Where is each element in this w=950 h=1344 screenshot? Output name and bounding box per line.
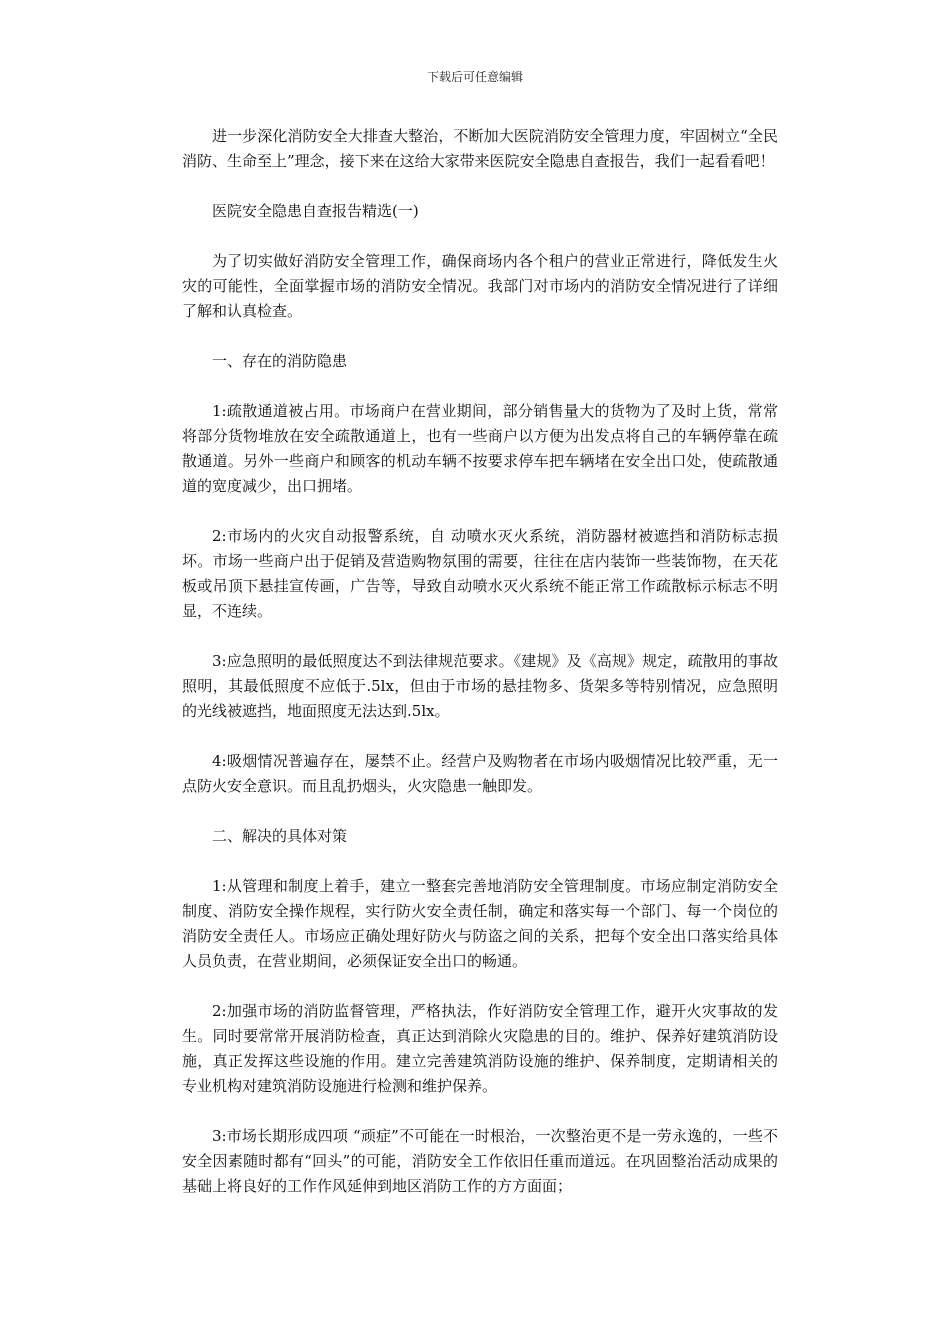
opening-paragraph: 为了切实做好消防安全管理工作，确保商场内各个租户的营业正常进行，降低发生火灾的可能性，全面掌握市场的消防安全情况。我部门对市场内的消防安全情况进行了详细了解和认真检查。 bbox=[182, 252, 778, 320]
part2-item-2: 2:加强市场的消防监督管理，严格执法，作好消防安全管理工作，避开火灾事故的发生。同时要常常开展消防检查，真正达到消除火灾隐患的目的。维护、保养好建筑消防设施，真正发挥这些设施的作用。建立完善建筑消防设施的维护、保养制度，定期请相关的专业机构对建筑消防设施进行检测和维护保养。 bbox=[182, 1002, 778, 1095]
part1-item-4: 4:吸烟情况普遍存在，屡禁不止。经营户及购物者在市场内吸烟情况比较严重，无一点防火安全意识。而且乱扔烟头，火灾隐患一触即发。 bbox=[182, 752, 778, 795]
part1-item-2: 2:市场内的火灾自动报警系统，自 动喷水灭火系统，消防器材被遮挡和消防标志损坏。市场一些商户出于促销及营造购物氛围的需要，往往在店内装饰一些装饰物，在天花板或吊顶下悬挂宣传画，广告等，导致自动喷水灭火系统不能正常工作疏散标示标志不明显，不连续。 bbox=[182, 527, 778, 620]
page-header-note: 下载后可任意编辑 bbox=[426, 70, 523, 84]
part2-heading: 二、解决的具体对策 bbox=[212, 827, 348, 845]
part1-item-1: 1:疏散通道被占用。市场商户在营业期间，部分销售量大的货物为了及时上货，常常将部分货物堆放在安全疏散通道上，也有一些商户以方便为出发点将自己的车辆停靠在疏散通道。另外一些商户和顾客的机动车辆不按要求停车把车辆堵在安全出口处，使疏散通道的宽度减少，出口拥堵。 bbox=[182, 402, 778, 495]
intro-paragraph: 进一步深化消防安全大排查大整治，不断加大医院消防安全管理力度，牢固树立“全民消防、生命至上”理念，接下来在这给大家带来医院安全隐患自查报告，我们一起看看吧！ bbox=[182, 127, 778, 170]
document-body bbox=[182, 124, 778, 1224]
section-title: 医院安全隐患自查报告精选(一) bbox=[212, 202, 419, 220]
part1-heading: 一、存在的消防隐患 bbox=[212, 352, 348, 370]
part2-item-3: 3:市场长期形成四项 “顽症”不可能在一时根治，一次整治更不是一劳永逸的，一些不安全因素随时都有“回头”的可能，消防安全工作依旧任重而道远。在巩固整治活动成果的基础上将良好的工作作风延伸到地区消防工作的方方面面； bbox=[182, 1127, 778, 1195]
part2-item-1: 1:从管理和制度上着手，建立一整套完善地消防安全管理制度。市场应制定消防安全制度、消防安全操作规程，实行防火安全责任制，确定和落实每一个部门、每一个岗位的消防安全责任人。市场应正确处理好防火与防盗之间的关系，把每个安全出口落实给具体人员负责，在营业期间，必须保证安全出口的畅通。 bbox=[182, 877, 778, 970]
part1-item-3: 3:应急照明的最低照度达不到法律规范要求。《建规》及《高规》规定，疏散用的事故照明，其最低照度不应低于.5lx，但由于市场的悬挂物多、货架多等特别情况，应急照明的光线被遮挡，地面照度无法达到.5lx。 bbox=[182, 652, 778, 720]
